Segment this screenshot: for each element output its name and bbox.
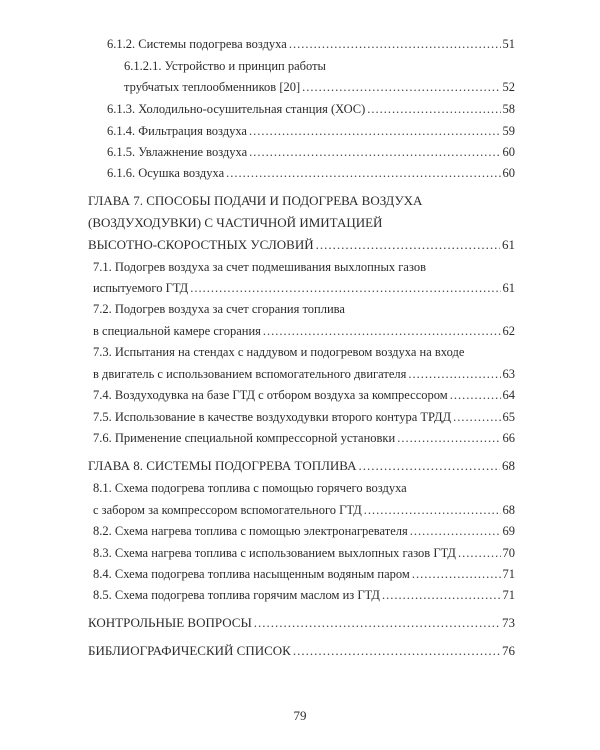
toc-entry-page: 71 <box>502 567 515 581</box>
toc-entry-title: 6.1.6. Осушка воздуха <box>107 166 225 180</box>
chapter-heading: БИБЛИОГРАФИЧЕСКИЙ СПИСОК <box>88 643 291 658</box>
toc-entry <box>93 318 515 338</box>
toc-entry-title: в двигатель с использованием вспомогательного двигателя <box>93 367 407 381</box>
toc-entry-page: 52 <box>502 80 515 94</box>
toc-entry <box>88 232 515 252</box>
page-number: 79 <box>293 708 307 723</box>
toc-entry-title: испытуемого ГТД <box>93 281 189 295</box>
toc-entry <box>93 582 515 602</box>
dot-leader <box>254 616 500 630</box>
toc-entry-title: 6.1.2. Системы подогрева воздуха <box>107 37 287 51</box>
toc-entry-title: 7.1. Подогрев воздуха за счет подмешивания выхлопных газов <box>93 260 426 274</box>
dot-leader <box>289 37 501 51</box>
toc-entry <box>107 96 515 116</box>
toc-entry-page: 64 <box>502 388 515 402</box>
dot-leader <box>359 459 500 473</box>
toc-entry-page: 73 <box>502 615 515 630</box>
toc-entry-title: 6.1.5. Увлажнение воздуха <box>107 145 248 159</box>
dot-leader <box>263 324 501 338</box>
toc-entry <box>93 382 515 402</box>
chapter-heading: ГЛАВА 8. СИСТЕМЫ ПОДОГРЕВА ТОПЛИВА <box>88 458 357 473</box>
toc-entry-page: 60 <box>502 145 515 159</box>
dot-leader <box>412 567 501 581</box>
toc-entry <box>93 275 515 295</box>
dot-leader <box>367 102 500 116</box>
toc-entry-title: 6.1.3. Холодильно-осушительная станция (ХОС) <box>107 102 366 116</box>
dot-leader <box>226 166 500 180</box>
toc-entry-title: 7.4. Воздуходувка на базе ГТД с отбором воздуха за компрессором <box>93 388 448 402</box>
toc-entry-page: 61 <box>502 237 515 252</box>
toc-entry-title: 8.5. Схема подогрева топлива горячим маслом из ГТД <box>93 588 380 602</box>
toc-entry-page: 62 <box>502 324 515 338</box>
toc-entry-title: 8.4. Схема подогрева топлива насыщенным водяным паром <box>93 567 410 581</box>
toc-entry-title: 8.1. Схема подогрева топлива с помощью горячего воздуха <box>93 481 407 495</box>
toc-entry-title: 7.3. Испытания на стендах с наддувом и подогревом воздуха на входе <box>93 345 465 359</box>
dot-leader <box>249 124 501 138</box>
toc-entry <box>93 518 515 538</box>
dot-leader <box>364 503 501 517</box>
toc-entry-title: в специальной камере сгорания <box>93 324 261 338</box>
toc-entry <box>124 74 515 94</box>
toc-entry <box>88 453 515 473</box>
dot-leader <box>293 644 500 658</box>
chapter-heading: (ВОЗДУХОДУВКИ) С ЧАСТИЧНОЙ ИМИТАЦИЕЙ <box>88 215 383 230</box>
toc-entry <box>93 561 515 581</box>
toc-entry <box>88 610 515 630</box>
dot-leader <box>453 410 500 424</box>
dot-leader <box>302 80 500 94</box>
toc-entry-title: с забором за компрессором вспомогательного ГТД <box>93 503 362 517</box>
toc-entry-page: 61 <box>502 281 515 295</box>
toc-entry-page: 76 <box>502 643 515 658</box>
toc-entry-title: 6.1.2.1. Устройство и принцип работы <box>124 59 326 73</box>
toc-entry <box>93 497 515 517</box>
toc-entry-page: 60 <box>502 166 515 180</box>
toc-entry <box>107 160 515 180</box>
dot-leader <box>190 281 500 295</box>
dot-leader <box>450 388 501 402</box>
dot-leader <box>249 145 500 159</box>
toc-entry-title: 7.2. Подогрев воздуха за счет сгорания топлива <box>93 302 345 316</box>
toc-entry-title: 7.5. Использование в качестве воздуходувки второго контура ТРДД <box>93 410 452 424</box>
toc-entry <box>93 425 515 445</box>
toc-entry-page: 65 <box>502 410 515 424</box>
dot-leader <box>397 431 500 445</box>
toc-entry-page: 71 <box>502 588 515 602</box>
dot-leader <box>382 588 501 602</box>
toc-entry <box>107 31 515 51</box>
toc-entry-page: 68 <box>502 458 515 473</box>
chapter-heading: КОНТРОЛЬНЫЕ ВОПРОСЫ <box>88 615 252 630</box>
toc-entry-title: трубчатых теплообменников [20] <box>124 80 301 94</box>
toc-entry-page: 68 <box>502 503 515 517</box>
toc-entry <box>93 361 515 381</box>
toc-entry <box>107 139 515 159</box>
dot-leader <box>316 238 500 252</box>
toc-entry <box>93 540 515 560</box>
dot-leader <box>408 367 500 381</box>
toc-entry-title: 7.6. Применение специальной компрессорной установки <box>93 431 396 445</box>
toc-entry-page: 66 <box>502 431 515 445</box>
toc-entry <box>107 118 515 138</box>
toc-entry-page: 69 <box>502 524 515 538</box>
toc-entry-page: 51 <box>502 37 515 51</box>
toc-entry-title: 8.3. Схема нагрева топлива с использованием выхлопных газов ГТД <box>93 546 456 560</box>
toc-entry <box>93 404 515 424</box>
chapter-heading: ГЛАВА 7. СПОСОБЫ ПОДАЧИ И ПОДОГРЕВА ВОЗДУХА <box>88 193 423 208</box>
chapter-heading: ВЫСОТНО-СКОРОСТНЫХ УСЛОВИЙ <box>88 237 314 252</box>
dot-leader <box>410 524 501 538</box>
toc-entry-page: 59 <box>502 124 515 138</box>
toc-entry <box>88 638 515 658</box>
toc-entry-page: 63 <box>502 367 515 381</box>
dot-leader <box>458 546 501 560</box>
toc-entry-title: 6.1.4. Фильтрация воздуха <box>107 124 247 138</box>
toc-entry-title: 8.2. Схема нагрева топлива с помощью электронагревателя <box>93 524 408 538</box>
toc-entry-page: 70 <box>502 546 515 560</box>
toc-entry-page: 58 <box>502 102 515 116</box>
